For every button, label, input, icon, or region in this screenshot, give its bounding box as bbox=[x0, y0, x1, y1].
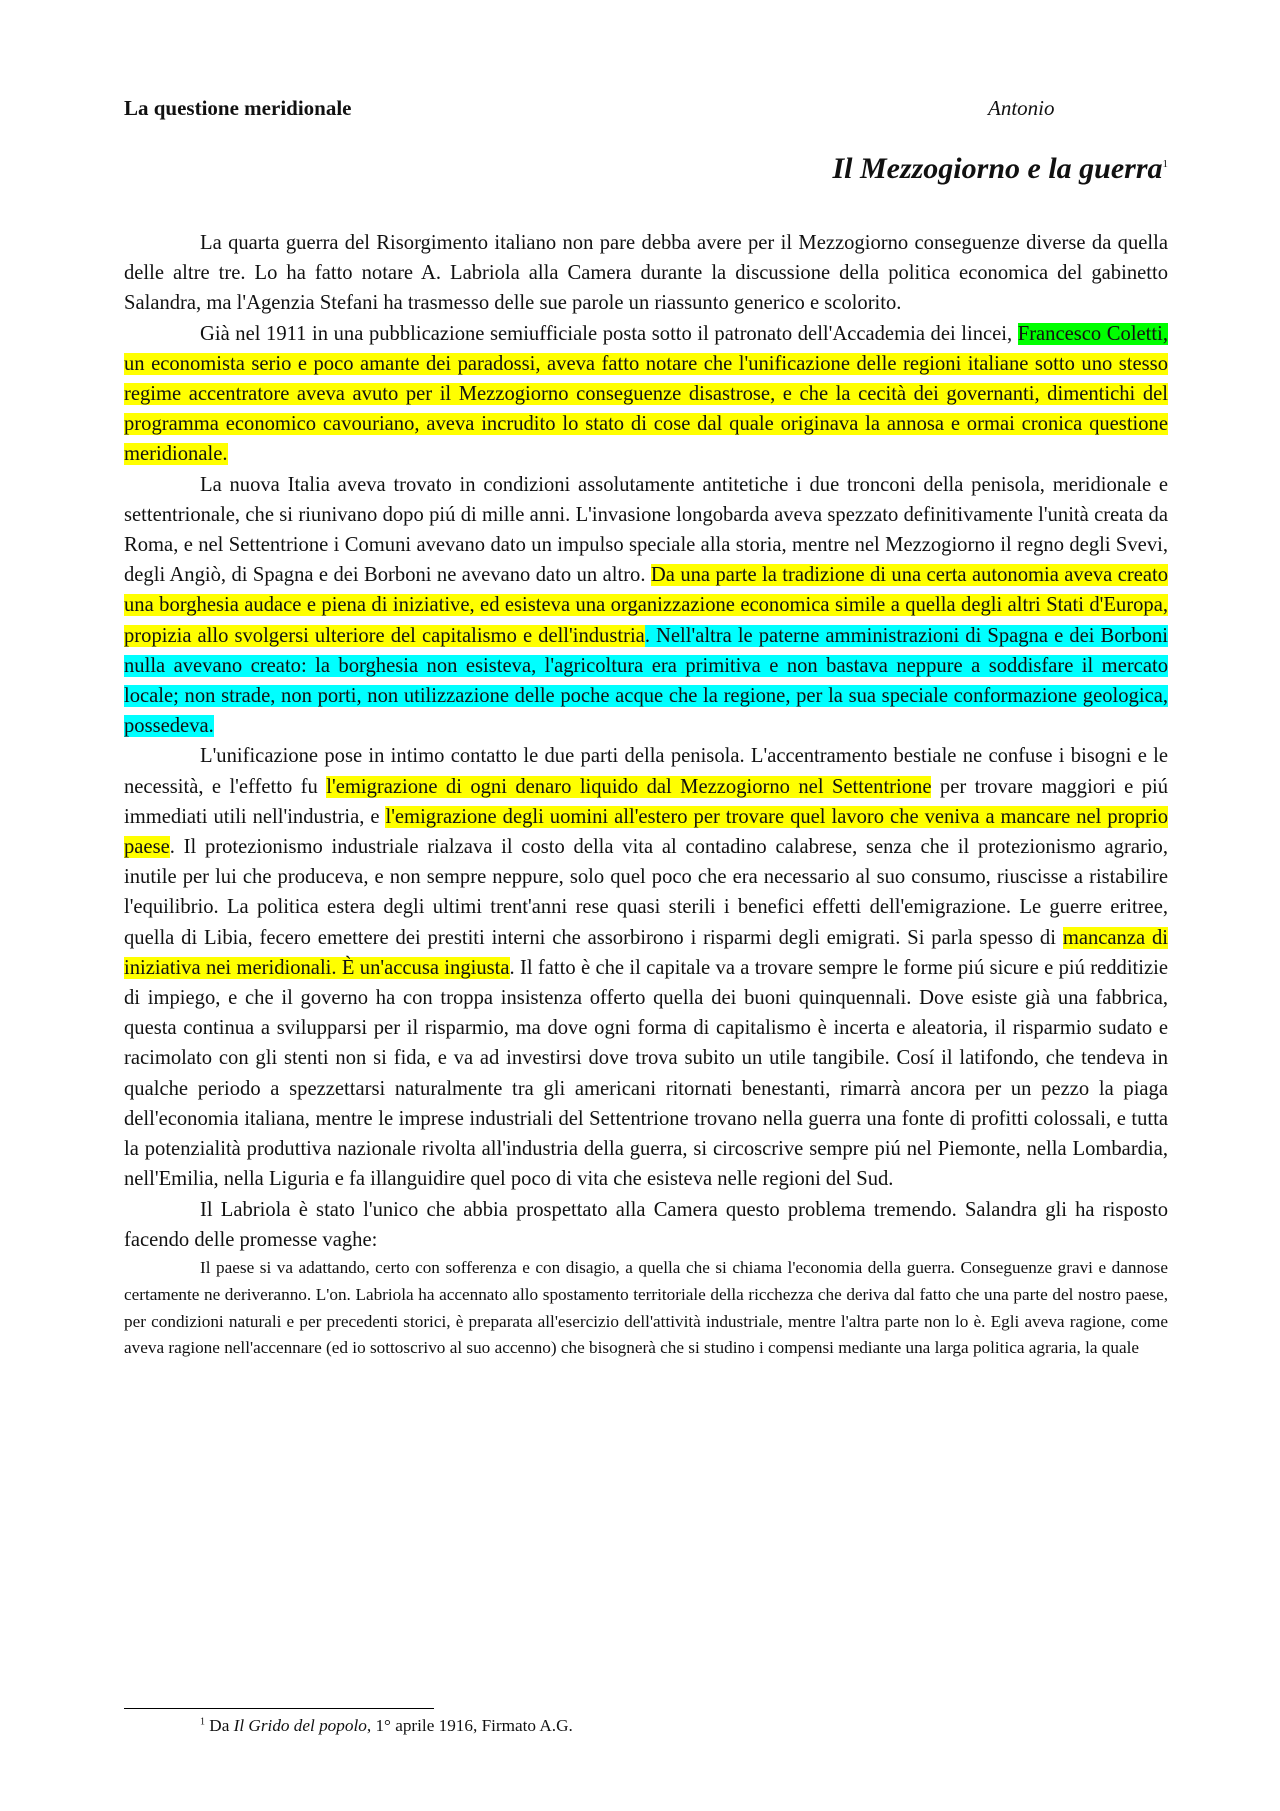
highlight-yellow: un economista serio e poco amante dei paradossi, aveva fatto notare che l'unificazione delle regioni italiane sotto uno stesso regime accentratore aveva avuto per il Mezzogiorno conseguenze disastrose, e che la cecità dei governanti, dimentichi del programma economico cavouriano, aveva incrudito lo stato di cose dal quale originava la annosa e ormai cronica questione meridionale. bbox=[124, 352, 1168, 466]
page-header bbox=[124, 96, 1168, 126]
article-body bbox=[124, 228, 1168, 1362]
footnote-prefix: Da bbox=[209, 1716, 234, 1735]
footnote-source: Il Grido del popolo bbox=[233, 1716, 367, 1735]
paragraph-4-text: per trovare maggiori e piú immediati utili nell'industria, e bbox=[124, 775, 1169, 828]
footnote bbox=[200, 1716, 573, 1736]
block-quote: Il paese si va adattando, certo con sofferenza e con disagio, a quella che si chiama l'economia della guerra. Conseguenze gravi e dannose certamente ne deriveranno. L'on. Labriola ha accennato allo spostamento territoriale della ricchezza che deriva dal fatto che una parte del nostro paese, per condizioni naturali e per precedenti storici, è preparata all'esercizio dell'attività industriale, mentre l'altra parte non lo è. Egli aveva ragione, come aveva ragione nell'accennare (ed io sottoscrivo al suo accenno) che bisognerà che si studino i compensi mediante una larga politica agraria, la quale bbox=[124, 1257, 1168, 1358]
highlight-yellow: mancanza di iniziativa nei meridionali. È un'accusa ingiusta bbox=[124, 926, 1168, 979]
paragraph-3-text: La nuova Italia aveva trovato in condizioni assolutamente antitetiche i due tronconi della penisola, meridionale e settentrionale, che si riunivano dopo piú di mille anni. L'invasione longobarda aveva spezzato definitivamente l'unità creata da Roma, e nel Settentrione i Comuni avevano dato un impulso speciale alla storia, mentre nel Mezzogiorno il regno degli Svevi, degli Angiò, di Spagna e dei Borboni ne avevano dato un altro. bbox=[124, 473, 1168, 587]
paragraph-2 bbox=[124, 319, 1168, 470]
footnote-separator bbox=[124, 1708, 434, 1709]
highlight-yellow: l'emigrazione degli uomini all'estero per trovare quel lavoro che veniva a mancare nel proprio paese bbox=[124, 805, 1168, 859]
header-author: Antonio bbox=[988, 96, 1055, 120]
highlight-yellow: l'emigrazione di ogni denaro liquido dal Mezzogiorno nel Settentrione bbox=[326, 775, 932, 798]
footnote-suffix: , 1° aprile 1916, Firmato A.G. bbox=[366, 1716, 573, 1735]
paragraph-4-text: L'unificazione pose in intimo contatto le due parti della penisola. L'accentramento bestiale ne confuse i bisogni e le necessità, e l'effetto fu bbox=[124, 745, 1168, 798]
header-section-title: La questione meridionale bbox=[124, 96, 352, 120]
paragraph-4-text: . Il fatto è che il capitale va a trovare sempre le forme piú sicure e piú redditizie di impiego, e che il governo ha con troppa insistenza offerto quella dei buoni quinquennali. Dove esiste già una fabbrica, questa continua a svilupparsi per il risparmio, ma dove ogni forma di capitalismo è incerta e aleatoria, il risparmio sudato e racimolato con gli stenti non si fida, e va ad investirsi dove trova subito un utile tangibile. Cosí il latifondo, che tendeva in qualche periodo a spezzettarsi naturalmente tra gli americani ritornati benestanti, rimarrà ancora per un pezzo la piaga dell'economia italiana, mentre le imprese industriali del Settentrione trovano nella guerra una fonte di profitti colossali, e tutta la potenzialità produttiva nazionale rivolta all'industria della guerra, si circoscrive sempre piú nel Piemonte, nella Lombardia, nell'Emilia, nella Liguria e fa illanguidire quel poco di vita che esisteva nelle regioni del Sud. bbox=[124, 956, 1168, 1191]
paragraph-5: Il Labriola è stato l'unico che abbia prospettato alla Camera questo problema tremendo. Salandra gli ha risposto facendo delle promesse vaghe: bbox=[124, 1198, 1168, 1251]
footnote-ref[interactable]: 1 bbox=[1162, 158, 1168, 170]
highlight-green-name: Francesco Coletti, bbox=[1017, 322, 1168, 345]
highlight-cyan: . Nell'altra le paterne amministrazioni di Spagna e dei Borboni nulla avevano creato: la borghesia non esisteva, l'agricoltura era primitiva e non bastava neppure a soddisfare il mercato locale; non strade, non porti, non utilizzazione delle poche acque che la regione, per la sua speciale conformazione geologica, possedeva. bbox=[124, 624, 1169, 738]
paragraph-4-text: . Il protezionismo industriale rialzava il costo della vita al contadino calabrese, senza che il protezionismo agrario, inutile per lui che produceva, e non sempre neppure, solo quel poco che era necessario al suo consumo, riuscisse a ristabilire l'equilibrio. La politica estera degli ultimi trent'anni rese quasi sterili i benefici effetti dell'emigrazione. Le guerre eritree, quella di Libia, fecero emettere dei prestiti interni che assorbirono i risparmi degli emigrati. Si parla spesso di bbox=[124, 836, 1168, 949]
paragraph-2-text: Già nel 1911 in una pubblicazione semiufficiale posta sotto il patronato dell'Accademia dei lincei, bbox=[200, 322, 1018, 345]
paragraph-3 bbox=[124, 470, 1168, 742]
paragraph-1: La quarta guerra del Risorgimento italiano non pare debba avere per il Mezzogiorno conseguenze diverse da quella delle altre tre. Lo ha fatto notare A. Labriola alla Camera durante la discussione della politica economica del gabinetto Salandra, ma l'Agenzia Stefani ha trasmesso delle sue parole un riassunto generico e scolorito. bbox=[124, 232, 1168, 315]
paragraph-4 bbox=[124, 741, 1168, 1194]
footnote-number: 1 bbox=[200, 1716, 205, 1728]
article-title bbox=[832, 152, 1168, 186]
article-title-text: Il Mezzogiorno e la guerra bbox=[832, 152, 1163, 185]
highlight-yellow: Da una parte la tradizione di una certa autonomia aveva creato una borghesia audace e piena di iniziative, ed esisteva una organizzazione economica simile a quella degli altri Stati d'Europa, propizia allo svolgersi ulteriore del capitalismo e dell'industria bbox=[124, 564, 1168, 647]
